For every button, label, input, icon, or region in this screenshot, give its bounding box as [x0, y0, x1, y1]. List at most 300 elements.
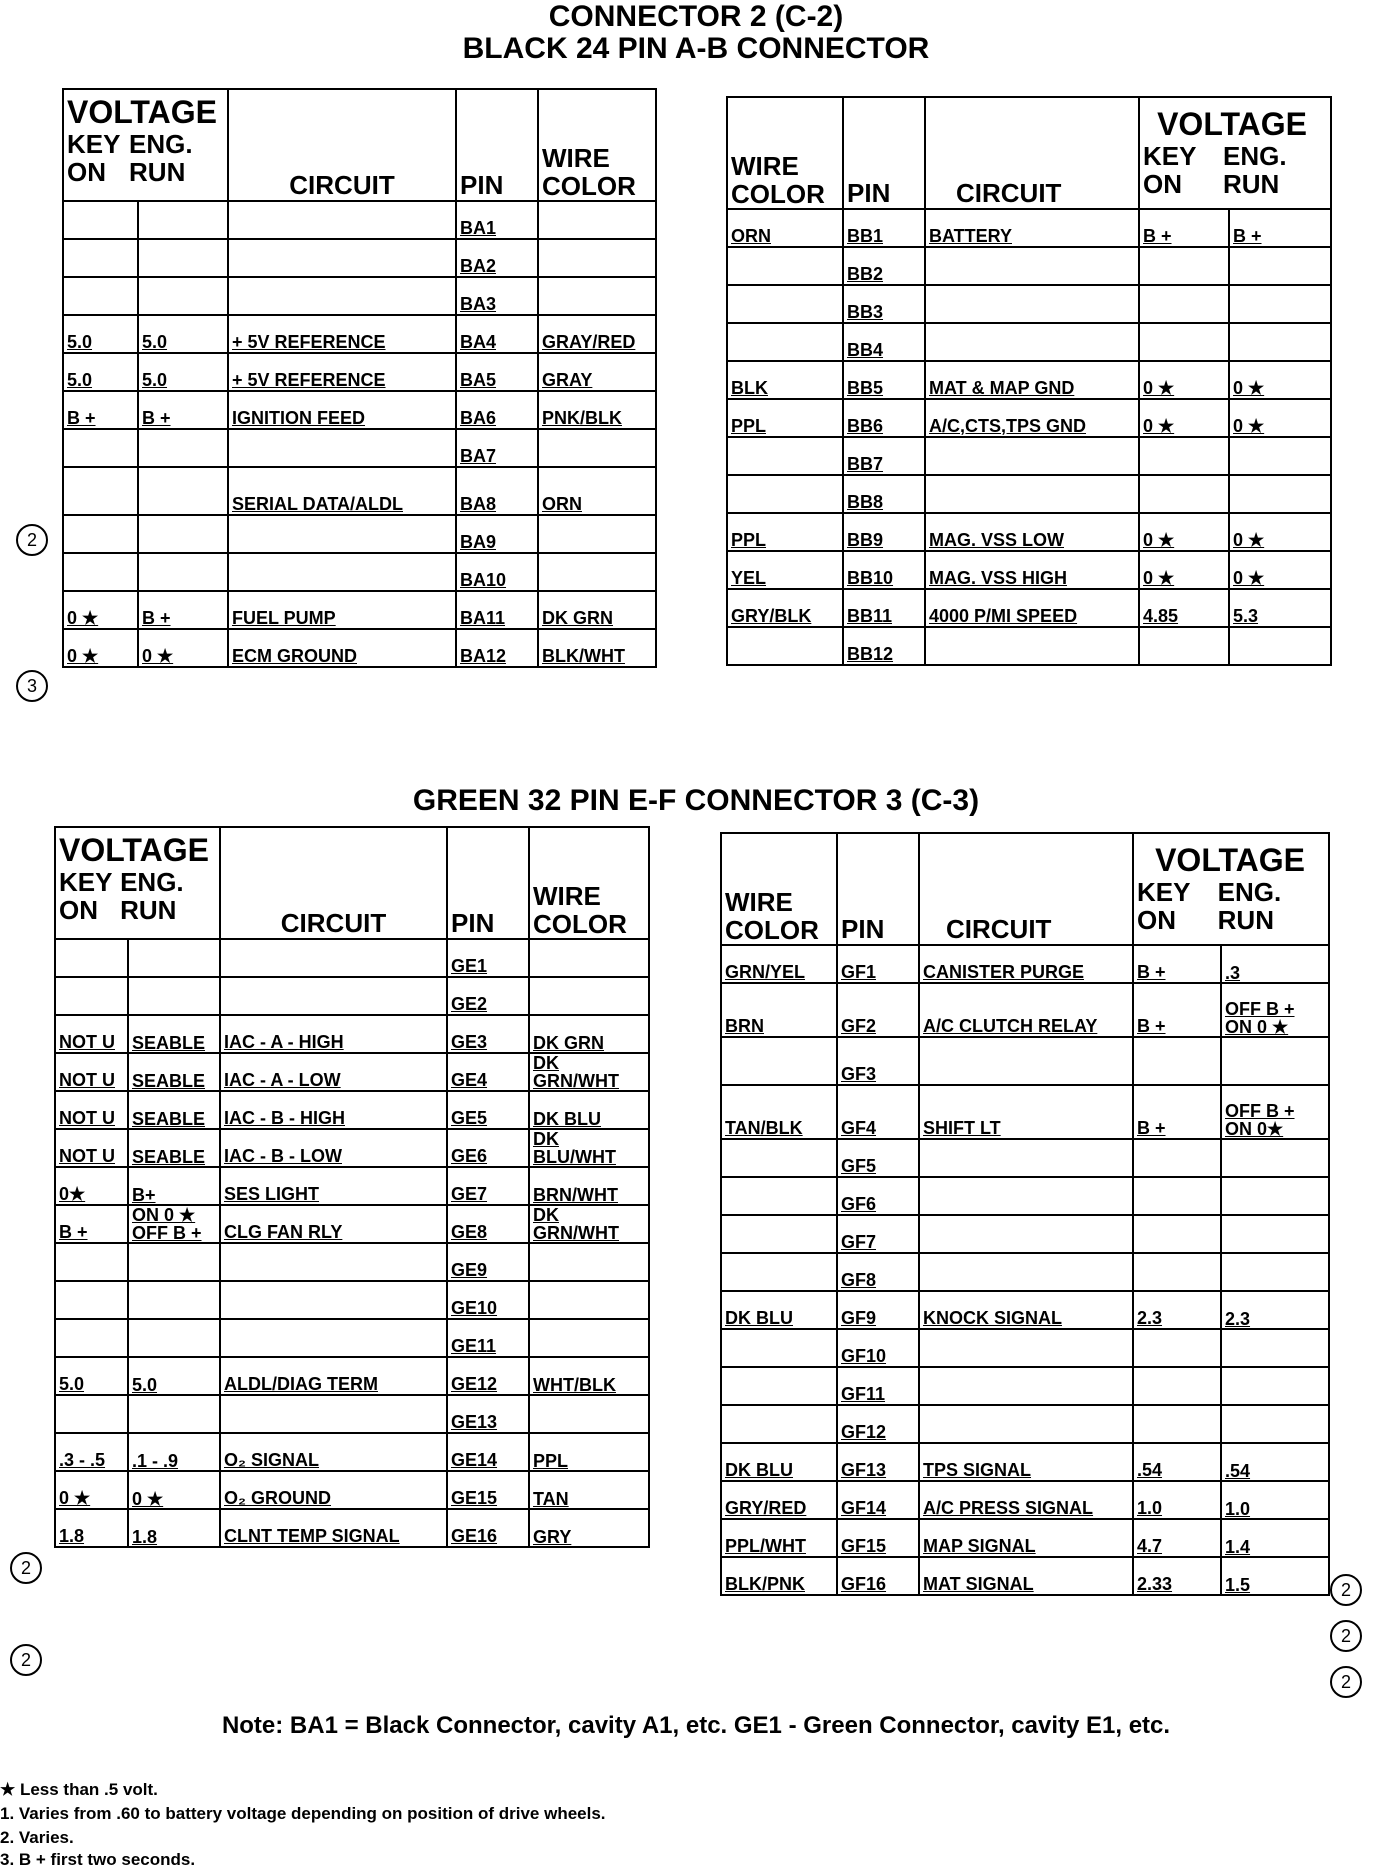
cell-key-on: B + [1133, 983, 1221, 1037]
cell-circuit: CANISTER PURGE [919, 945, 1133, 983]
cell-circuit: MAG. VSS HIGH [925, 551, 1139, 589]
cell-pin: GF1 [837, 945, 919, 983]
cell-wire: DK GRN [529, 1015, 649, 1053]
cell-key-on [63, 515, 138, 553]
cell-circuit [220, 1243, 447, 1281]
cell-pin: GE6 [447, 1129, 529, 1167]
table-row [721, 1519, 1329, 1557]
cell-key-on [55, 977, 128, 1015]
key-on-header: KEY ON [59, 867, 112, 925]
voltage-header [63, 89, 228, 201]
cell-pin: GE9 [447, 1243, 529, 1281]
cell-circuit: MAT & MAP GND [925, 361, 1139, 399]
cell-pin: GF14 [837, 1481, 919, 1519]
cell-key-on: 0 ★ [1139, 551, 1229, 589]
cell-pin: BB6 [843, 399, 925, 437]
cell-wire: BRN [721, 983, 837, 1037]
cell-eng-run: 0 ★ [1229, 399, 1331, 437]
cell-pin: BA12 [456, 629, 538, 667]
cell-circuit [228, 553, 456, 591]
cell-wire: TAN [529, 1471, 649, 1509]
circuit-header: CIRCUIT [919, 833, 1133, 945]
cell-circuit: IAC - A - LOW [220, 1053, 447, 1091]
note-ref-2-circle: 2 [16, 524, 48, 556]
cell-pin: BA10 [456, 553, 538, 591]
table-ge-body [55, 939, 649, 1547]
cell-circuit: 4000 P/MI SPEED [925, 589, 1139, 627]
cell-key-on: NOT U [55, 1053, 128, 1091]
cell-key-on: 4.7 [1133, 1519, 1221, 1557]
cell-circuit: ECM GROUND [228, 629, 456, 667]
cell-eng-run: SEABLE [128, 1129, 220, 1167]
cell-pin: BA11 [456, 591, 538, 629]
voltage-header [55, 827, 220, 939]
cell-eng-run: 5.3 [1229, 589, 1331, 627]
cell-wire: DK BLU [721, 1291, 837, 1329]
cell-eng-run: SEABLE [128, 1091, 220, 1129]
cell-pin: GE11 [447, 1319, 529, 1357]
footnote-3: 3. B + first two seconds. [0, 1850, 196, 1869]
note-ref-2-circle: 2 [10, 1552, 42, 1584]
cell-wire [721, 1253, 837, 1291]
cell-pin: GF16 [837, 1557, 919, 1595]
table-row [727, 209, 1331, 247]
voltage-header [1139, 97, 1331, 209]
cell-eng-run: OFF B + ON 0 ★ [1221, 983, 1329, 1037]
table-row [721, 1405, 1329, 1443]
note-ref-2-circle: 2 [10, 1644, 42, 1676]
table-row [55, 977, 649, 1015]
cell-pin: BA3 [456, 277, 538, 315]
cell-pin: GE10 [447, 1281, 529, 1319]
cell-eng-run: B + [138, 391, 228, 429]
pin-header: PIN [447, 827, 529, 939]
cell-eng-run: 1.0 [1221, 1481, 1329, 1519]
table-row [63, 277, 656, 315]
cell-wire [721, 1139, 837, 1177]
table-black-ba [62, 88, 657, 668]
cell-eng-run [1221, 1215, 1329, 1253]
table-row [727, 361, 1331, 399]
table-row [63, 553, 656, 591]
cell-key-on: NOT U [55, 1129, 128, 1167]
cell-key-on: .54 [1133, 1443, 1221, 1481]
table-row [55, 1015, 649, 1053]
cell-wire: PPL [727, 513, 843, 551]
cell-eng-run: 5.0 [138, 353, 228, 391]
cell-pin: GF8 [837, 1253, 919, 1291]
table-row [727, 399, 1331, 437]
cell-key-on [1133, 1177, 1221, 1215]
cell-wire: ORN [538, 467, 656, 515]
cell-circuit: BATTERY [925, 209, 1139, 247]
cell-pin: BA1 [456, 201, 538, 239]
cell-pin: GE15 [447, 1471, 529, 1509]
cell-circuit: KNOCK SIGNAL [919, 1291, 1133, 1329]
cell-wire [538, 201, 656, 239]
cell-circuit: O₂ GROUND [220, 1471, 447, 1509]
cell-eng-run: SEABLE [128, 1015, 220, 1053]
table-row [63, 239, 656, 277]
cell-pin: GE3 [447, 1015, 529, 1053]
cell-eng-run: 1.5 [1221, 1557, 1329, 1595]
cell-key-on: B + [1133, 945, 1221, 983]
cell-pin: BA4 [456, 315, 538, 353]
table-row [63, 591, 656, 629]
cell-eng-run: 0 ★ [1229, 361, 1331, 399]
cell-eng-run [128, 1319, 220, 1357]
cell-wire [727, 437, 843, 475]
wire-color-header: WIRE COLOR [721, 833, 837, 945]
cell-eng-run: 1.8 [128, 1509, 220, 1547]
cell-circuit: MAT SIGNAL [919, 1557, 1133, 1595]
cell-key-on: B + [55, 1205, 128, 1243]
cell-circuit: FUEL PUMP [228, 591, 456, 629]
table-row [721, 1443, 1329, 1481]
table-row [63, 429, 656, 467]
cell-eng-run [1229, 475, 1331, 513]
cell-eng-run [1221, 1037, 1329, 1085]
cell-eng-run: B+ [128, 1167, 220, 1205]
cell-wire [727, 475, 843, 513]
cell-wire [529, 1395, 649, 1433]
cell-pin: BA2 [456, 239, 538, 277]
cell-pin: BB3 [843, 285, 925, 323]
footnote-1: 1. Varies from .60 to battery voltage depending on position of drive wheels. [0, 1804, 606, 1823]
cell-circuit [925, 437, 1139, 475]
table-row [55, 1243, 649, 1281]
cell-eng-run: 5.0 [138, 315, 228, 353]
table-row [727, 323, 1331, 361]
cell-wire: GRN/YEL [721, 945, 837, 983]
cell-wire [529, 1243, 649, 1281]
table-row [721, 1037, 1329, 1085]
cell-wire: DK BLU [721, 1443, 837, 1481]
voltage-label: VOLTAGE [1155, 842, 1305, 878]
pin-header: PIN [837, 833, 919, 945]
table-row [55, 1091, 649, 1129]
table-row [721, 1557, 1329, 1595]
cell-circuit: A/C PRESS SIGNAL [919, 1481, 1133, 1519]
cell-key-on: 2.3 [1133, 1291, 1221, 1329]
cell-eng-run: .3 [1221, 945, 1329, 983]
page-subtitle-black-connector: BLACK 24 PIN A-B CONNECTOR [462, 32, 930, 65]
cell-wire: GRY/RED [721, 1481, 837, 1519]
cell-wire [727, 627, 843, 665]
cell-eng-run: 1.4 [1221, 1519, 1329, 1557]
cell-key-on [1133, 1139, 1221, 1177]
cell-circuit [925, 475, 1139, 513]
cell-circuit: IAC - B - HIGH [220, 1091, 447, 1129]
table-row [727, 589, 1331, 627]
cell-pin: BA5 [456, 353, 538, 391]
cell-key-on: 5.0 [63, 315, 138, 353]
cell-circuit [228, 515, 456, 553]
cell-key-on: 1.0 [1133, 1481, 1221, 1519]
cell-eng-run [1221, 1177, 1329, 1215]
cell-key-on [55, 1319, 128, 1357]
table-row [727, 247, 1331, 285]
cell-wire [529, 1281, 649, 1319]
table-row [63, 391, 656, 429]
table-row [721, 1253, 1329, 1291]
cell-key-on [55, 1395, 128, 1433]
table-row [727, 513, 1331, 551]
table-row [721, 1329, 1329, 1367]
cell-pin: GE13 [447, 1395, 529, 1433]
cell-pin: GF12 [837, 1405, 919, 1443]
cell-circuit [925, 627, 1139, 665]
table-row [727, 627, 1331, 665]
cell-eng-run [138, 553, 228, 591]
cell-circuit [919, 1215, 1133, 1253]
cell-eng-run [1221, 1253, 1329, 1291]
table-green-gf [720, 832, 1330, 1596]
cell-key-on [1139, 437, 1229, 475]
footnote-star: ★ Less than .5 volt. [0, 1780, 158, 1799]
cell-circuit: CLG FAN RLY [220, 1205, 447, 1243]
cell-wire: DK GRN [538, 591, 656, 629]
cell-circuit: + 5V REFERENCE [228, 353, 456, 391]
note-ref-2-circle: 2 [1330, 1574, 1362, 1606]
cell-eng-run [138, 429, 228, 467]
cell-circuit [919, 1177, 1133, 1215]
section-title-green-connector: GREEN 32 PIN E-F CONNECTOR 3 (C-3) [412, 784, 980, 817]
cell-pin: BB4 [843, 323, 925, 361]
note-ref-3-circle: 3 [16, 670, 48, 702]
cell-eng-run: 0 ★ [1229, 513, 1331, 551]
cell-key-on: NOT U [55, 1091, 128, 1129]
cell-key-on: 5.0 [55, 1357, 128, 1395]
cell-key-on [1133, 1329, 1221, 1367]
cell-eng-run: 0 ★ [138, 629, 228, 667]
cell-circuit: SES LIGHT [220, 1167, 447, 1205]
table-ba-body [63, 201, 656, 667]
voltage-label: VOLTAGE [59, 832, 209, 868]
page-title-connector: CONNECTOR 2 (C-2) [548, 0, 844, 33]
footnote-2: 2. Varies. [0, 1828, 74, 1847]
table-row [727, 285, 1331, 323]
cell-key-on: B + [63, 391, 138, 429]
cell-circuit: SHIFT LT [919, 1085, 1133, 1139]
cell-circuit [220, 1319, 447, 1357]
table-bb-body [727, 209, 1331, 665]
key-on-header: KEY ON [1137, 877, 1190, 935]
cell-circuit: CLNT TEMP SIGNAL [220, 1509, 447, 1547]
cell-wire [721, 1177, 837, 1215]
cell-circuit: MAG. VSS LOW [925, 513, 1139, 551]
eng-run-header: ENG. RUN [1223, 141, 1287, 199]
cell-key-on: 4.85 [1139, 589, 1229, 627]
cell-pin: GF7 [837, 1215, 919, 1253]
cell-key-on [1139, 323, 1229, 361]
table-black-bb [726, 96, 1332, 666]
cell-key-on: B + [1139, 209, 1229, 247]
cell-wire: BLK/WHT [538, 629, 656, 667]
cell-key-on [63, 277, 138, 315]
cell-circuit [228, 201, 456, 239]
cell-pin: GF11 [837, 1367, 919, 1405]
cell-eng-run [128, 1281, 220, 1319]
cell-pin: BA9 [456, 515, 538, 553]
cell-key-on: 0 ★ [1139, 399, 1229, 437]
table-row [55, 1433, 649, 1471]
cell-eng-run [138, 277, 228, 315]
cell-key-on: .3 - .5 [55, 1433, 128, 1471]
cell-key-on [1139, 247, 1229, 285]
cell-key-on: 0 ★ [1139, 361, 1229, 399]
cell-wire: BLK/PNK [721, 1557, 837, 1595]
cell-key-on: NOT U [55, 1015, 128, 1053]
cell-wire: ORN [727, 209, 843, 247]
cell-wire: PPL [529, 1433, 649, 1471]
cell-circuit: A/C,CTS,TPS GND [925, 399, 1139, 437]
cell-circuit [919, 1405, 1133, 1443]
cell-pin: BB2 [843, 247, 925, 285]
cell-key-on [1139, 627, 1229, 665]
table-row [55, 1053, 649, 1091]
cell-pin: BB7 [843, 437, 925, 475]
cell-wire [721, 1367, 837, 1405]
cell-key-on [55, 1243, 128, 1281]
cell-pin: GF5 [837, 1139, 919, 1177]
cell-key-on [1133, 1037, 1221, 1085]
cell-circuit [220, 939, 447, 977]
cell-key-on: 0 ★ [1139, 513, 1229, 551]
table-row [55, 1357, 649, 1395]
cell-key-on [63, 239, 138, 277]
table-row [55, 939, 649, 977]
cell-circuit: IAC - A - HIGH [220, 1015, 447, 1053]
table-row [721, 1291, 1329, 1329]
cell-key-on [63, 467, 138, 515]
eng-run-header: ENG. RUN [1217, 877, 1282, 935]
table-row [63, 467, 656, 515]
cell-key-on [55, 1281, 128, 1319]
cell-wire [727, 323, 843, 361]
table-row [721, 983, 1329, 1037]
cell-eng-run: 5.0 [128, 1357, 220, 1395]
cell-pin: GE16 [447, 1509, 529, 1547]
cell-circuit [220, 1395, 447, 1433]
table-row [63, 353, 656, 391]
voltage-header [1133, 833, 1329, 945]
table-gf-body [721, 945, 1329, 1595]
pin-header: PIN [843, 97, 925, 209]
cell-eng-run: SEABLE [128, 1053, 220, 1091]
cell-eng-run [1229, 627, 1331, 665]
cell-eng-run [138, 201, 228, 239]
cell-wire [529, 939, 649, 977]
cell-wire [727, 247, 843, 285]
cell-wire: WHT/BLK [529, 1357, 649, 1395]
cell-wire: DK BLU [529, 1091, 649, 1129]
cell-circuit: IAC - B - LOW [220, 1129, 447, 1167]
cell-wire [721, 1329, 837, 1367]
key-on-header: KEY ON [1143, 141, 1196, 199]
cell-key-on: 0 ★ [63, 591, 138, 629]
cell-pin: BB9 [843, 513, 925, 551]
cell-eng-run: 0 ★ [128, 1471, 220, 1509]
cell-pin: BA8 [456, 467, 538, 515]
cell-eng-run [128, 939, 220, 977]
cell-pin: BA6 [456, 391, 538, 429]
cell-pin: GE5 [447, 1091, 529, 1129]
cell-key-on [1133, 1405, 1221, 1443]
cell-wire [538, 553, 656, 591]
table-green-ge [54, 826, 650, 1548]
table-row [727, 551, 1331, 589]
cell-key-on [63, 553, 138, 591]
cell-circuit: O₂ SIGNAL [220, 1433, 447, 1471]
cell-wire [721, 1405, 837, 1443]
cell-pin: GF2 [837, 983, 919, 1037]
note-ref-2-circle: 2 [1330, 1666, 1362, 1698]
cell-pin: GF15 [837, 1519, 919, 1557]
cell-wire: GRY/BLK [727, 589, 843, 627]
cell-wire [727, 285, 843, 323]
cell-eng-run: .54 [1221, 1443, 1329, 1481]
cell-circuit: TPS SIGNAL [919, 1443, 1133, 1481]
cell-circuit [919, 1037, 1133, 1085]
cell-pin: BB10 [843, 551, 925, 589]
circuit-header: CIRCUIT [228, 89, 456, 201]
cell-key-on [55, 939, 128, 977]
cell-wire: GRY [529, 1509, 649, 1547]
cell-circuit [925, 247, 1139, 285]
table-row [55, 1129, 649, 1167]
eng-run-header: ENG. RUN [120, 867, 184, 925]
cell-eng-run: ON 0 ★ OFF B + [128, 1205, 220, 1243]
cell-key-on [1133, 1367, 1221, 1405]
cell-eng-run [128, 1395, 220, 1433]
cell-key-on [63, 201, 138, 239]
cell-wire [721, 1037, 837, 1085]
cell-circuit: + 5V REFERENCE [228, 315, 456, 353]
cell-eng-run: B + [1229, 209, 1331, 247]
cell-circuit [919, 1329, 1133, 1367]
note-ref-2-circle: 2 [1330, 1620, 1362, 1652]
cell-pin: BA7 [456, 429, 538, 467]
cell-pin: BB12 [843, 627, 925, 665]
cell-pin: GF9 [837, 1291, 919, 1329]
cell-wire: PPL [727, 399, 843, 437]
cell-circuit [228, 239, 456, 277]
cell-eng-run [1229, 437, 1331, 475]
cell-wire [538, 429, 656, 467]
table-row [55, 1509, 649, 1547]
cell-key-on [1139, 285, 1229, 323]
cell-pin: BB1 [843, 209, 925, 247]
cell-pin: GE1 [447, 939, 529, 977]
pin-header: PIN [456, 89, 538, 201]
wire-color-header: WIRE COLOR [538, 89, 656, 201]
cell-key-on [1133, 1215, 1221, 1253]
cell-key-on [63, 429, 138, 467]
cell-circuit [925, 323, 1139, 361]
cell-wire: DK GRN/WHT [529, 1053, 649, 1091]
cell-circuit [919, 1367, 1133, 1405]
cell-eng-run [1229, 323, 1331, 361]
cell-circuit: A/C CLUTCH RELAY [919, 983, 1133, 1037]
table-row [55, 1205, 649, 1243]
cell-pin: GE14 [447, 1433, 529, 1471]
cell-key-on [1133, 1253, 1221, 1291]
table-row [55, 1471, 649, 1509]
cell-key-on: 5.0 [63, 353, 138, 391]
eng-run-header: ENG. RUN [129, 129, 193, 187]
table-row [727, 475, 1331, 513]
